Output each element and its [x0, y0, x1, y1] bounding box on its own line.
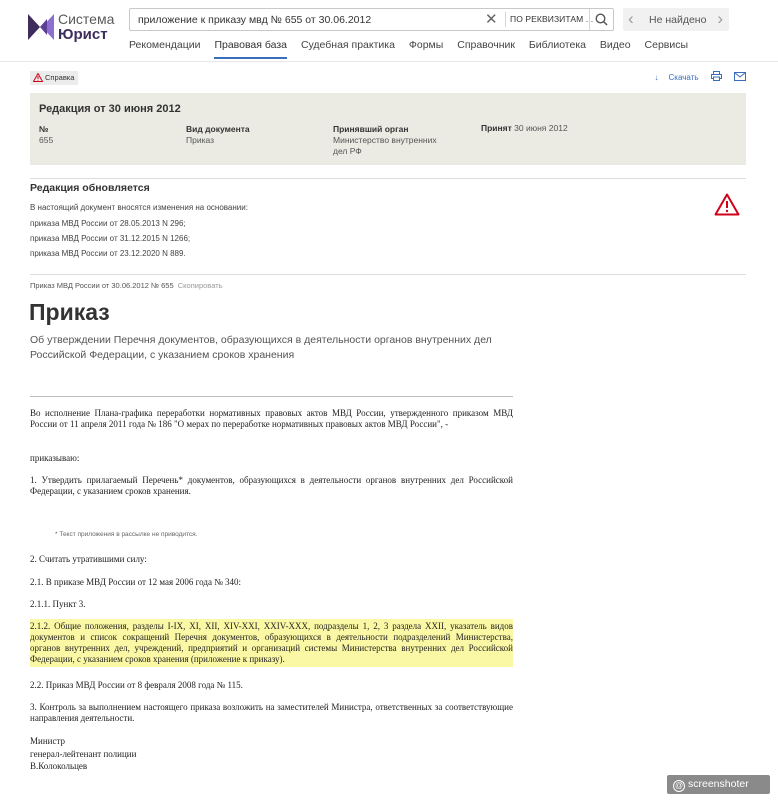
nav-forms[interactable]: Формы: [408, 39, 444, 51]
nav-reference[interactable]: Справочник: [457, 39, 515, 51]
download-label: Скачать: [668, 72, 699, 82]
update-title: Редакция обновляется: [30, 182, 150, 194]
not-found-label: Не найдено: [649, 14, 707, 26]
revision-number: № 655: [39, 124, 54, 145]
logo-text: [58, 12, 114, 42]
main-nav: [129, 39, 699, 61]
watermark-text: screenshoter: [688, 778, 749, 790]
divider: [30, 178, 746, 179]
search-divider: [505, 12, 506, 27]
copy-link[interactable]: Скопировать: [177, 281, 223, 290]
logo[interactable]: [28, 12, 128, 46]
search-button[interactable]: [589, 9, 613, 30]
update-line[interactable]: приказа МВД России от 28.05.2013 N 296;: [30, 219, 186, 228]
paragraph: 1. Утвердить прилагаемый Перечень* документов, образующихся в деятельности органов внутренних дел Российской Федерации, с указанием сроков хранения.: [30, 475, 513, 496]
download-icon: ↓: [654, 72, 659, 82]
help-label: Справка: [45, 73, 75, 82]
update-line[interactable]: приказа МВД России от 31.12.2015 N 1266;: [30, 234, 191, 243]
update-line: В настоящий документ вносятся изменения на основании:: [30, 203, 248, 212]
paragraph: Во исполнение Плана-графика переработки нормативных правовых актов МВД России, утвержденного приказом МВД России от 11 апреля 2011 года № 186 "О мерах по переработке нормативных правовых актов МВД России", -: [30, 408, 513, 429]
clear-icon[interactable]: ✕: [485, 11, 498, 28]
footnote: * Текст приложения в рассылке не приводится.: [55, 531, 198, 538]
warning-icon: [714, 193, 740, 216]
signature-title: Министр: [30, 736, 65, 746]
revision-doc-type: Вид документа Приказ: [186, 124, 250, 145]
search-icon: [595, 13, 608, 26]
document-subtitle: Об утверждении Перечня документов, образующихся в деятельности органов внутренних дел Российской Федерации, с указанием сроков хранения: [30, 334, 492, 361]
signature-name: В.Колокольцев: [30, 761, 88, 771]
watermark: [667, 775, 770, 794]
logo-mark-icon: [28, 14, 54, 40]
paragraph: 2.1.1. Пункт 3.: [30, 599, 86, 609]
nav-video[interactable]: Видео: [599, 39, 631, 51]
crumb-label: Приказ МВД России от 30.06.2012 № 655: [30, 281, 174, 290]
search-input[interactable]: [138, 9, 478, 30]
search-bar: [129, 8, 614, 31]
nav-recommendations[interactable]: Рекомендации: [129, 39, 201, 51]
at-icon: @: [674, 781, 684, 790]
revision-accepted: Принят 30 июня 2012: [481, 123, 568, 133]
paragraph: 2.1. В приказе МВД России от 12 мая 2006 года № 340:: [30, 577, 242, 587]
help-button[interactable]: [30, 71, 78, 85]
warning-icon: [33, 73, 43, 82]
search-mode-select[interactable]: ПО РЕКВИЗИТАМ ...: [510, 14, 594, 24]
search-result-navigator: [623, 8, 729, 31]
divider: [30, 396, 513, 397]
mail-icon: [734, 72, 746, 81]
document-tools: [635, 71, 746, 83]
download-button[interactable]: [645, 72, 699, 81]
signature-rank: генерал-лейтенант полиции: [30, 749, 137, 759]
paragraph: 3. Контроль за выполнением настоящего приказа возложить на заместителей Министра, ответственных за соответствующие направления деятельности.: [30, 702, 513, 723]
paragraph: 2. Считать утратившими силу:: [30, 554, 147, 564]
paragraph: 2.2. Приказ МВД России от 8 февраля 2008 года № 115.: [30, 680, 243, 690]
revision-authority: Принявший орган Министерство внутренних дел РФ: [333, 124, 437, 156]
next-result-icon[interactable]: ›: [717, 9, 723, 28]
revision-box: [30, 93, 746, 165]
email-button[interactable]: [734, 72, 746, 83]
highlighted-paragraph: 2.1.2. Общие положения, разделы I-IX, XI, XII, XIV-XXI, XXIV-XXX, подразделы 1, 2, 3 раздела XXII, указатель видов документов и список сокращений Перечня документов, образующихся в деятельности подразделений Министерства, органов внутренних дел, учреждений, предприятий и организаций системы Министерства внутренних дел Российской Федерации, с указанием сроков хранения (приложение к приказу).: [30, 619, 513, 667]
prev-result-icon[interactable]: ‹: [628, 9, 634, 28]
logo-line1: Система: [58, 11, 115, 27]
divider: [30, 274, 746, 275]
nav-services[interactable]: Сервисы: [644, 39, 689, 51]
header: [0, 0, 778, 62]
logo-line2: Юрист: [58, 26, 108, 43]
print-button[interactable]: [711, 71, 722, 83]
revision-title: Редакция от 30 июня 2012: [39, 103, 181, 115]
nav-court-practice[interactable]: Судебная практика: [300, 39, 395, 51]
update-line[interactable]: приказа МВД России от 23.12.2020 N 889.: [30, 249, 186, 258]
paragraph: приказываю:: [30, 453, 80, 463]
document-breadcrumb: [30, 281, 223, 290]
nav-legal-base[interactable]: Правовая база: [214, 39, 287, 59]
print-icon: [711, 71, 722, 81]
document-heading: Приказ: [29, 299, 110, 325]
nav-library[interactable]: Библиотека: [528, 39, 586, 51]
